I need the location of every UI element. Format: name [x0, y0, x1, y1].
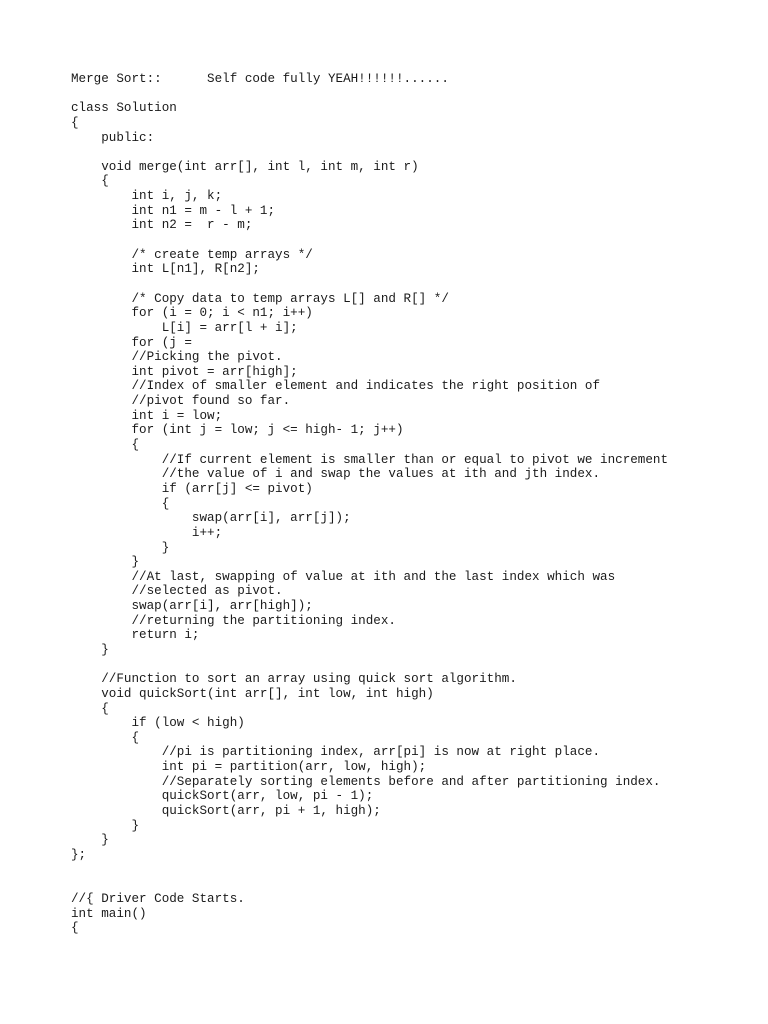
code-line: //Picking the pivot.: [71, 350, 283, 365]
code-line: //pivot found so far.: [71, 394, 291, 409]
code-line: [71, 877, 668, 892]
code-line: //Separately sorting elements before and after partitioning index.: [71, 774, 661, 789]
code-line: //Index of smaller element and indicates the right position of: [71, 379, 601, 394]
code-line: [71, 658, 668, 673]
code-line: {: [71, 730, 140, 745]
code-line: }: [71, 818, 140, 833]
code-line: //At last, swapping of value at ith and the last index which was: [71, 569, 616, 584]
code-line: if (low < high): [71, 716, 245, 731]
code-line: //selected as pivot.: [71, 584, 283, 599]
code-line: //{ Driver Code Starts.: [71, 891, 245, 906]
code-line: {: [71, 701, 109, 716]
code-line: /* Copy data to temp arrays L[] and R[] */: [71, 291, 449, 306]
code-line: //Function to sort an array using quick sort algorithm.: [71, 672, 517, 687]
code-line: //pi is partitioning index, arr[pi] is now at right place.: [71, 745, 601, 760]
code-line: int main(): [71, 906, 147, 921]
code-line: void quickSort(int arr[], int low, int high): [71, 686, 434, 701]
code-line: {: [71, 115, 79, 130]
code-line: quickSort(arr, pi + 1, high);: [71, 804, 381, 819]
code-line: {: [71, 496, 170, 511]
code-line: [71, 863, 668, 878]
code-line: int i = low;: [71, 408, 223, 423]
code-line: [71, 277, 668, 292]
code-line: {: [71, 438, 140, 453]
code-line: L[i] = arr[l + i];: [71, 320, 298, 335]
code-line: };: [71, 847, 87, 862]
code-line: swap(arr[i], arr[high]);: [71, 599, 313, 614]
code-line: {: [71, 921, 79, 936]
code-line: int L[n1], R[n2];: [71, 262, 260, 277]
code-line: /* create temp arrays */: [71, 247, 313, 262]
code-line: for (j =: [71, 335, 192, 350]
code-line: [71, 87, 668, 102]
code-line: {: [71, 174, 109, 189]
code-line: //If current element is smaller than or equal to pivot we increment: [71, 452, 669, 467]
code-line: }: [71, 555, 140, 570]
code-line: swap(arr[i], arr[j]);: [71, 511, 351, 526]
code-line: int n2 = r - m;: [71, 218, 253, 233]
code-line: int i, j, k;: [71, 189, 223, 204]
code-line: }: [71, 642, 109, 657]
code-line: int pivot = arr[high];: [71, 364, 298, 379]
code-line: }: [71, 833, 109, 848]
code-line: int pi = partition(arr, low, high);: [71, 760, 427, 775]
code-line: int n1 = m - l + 1;: [71, 203, 276, 218]
code-line: [71, 233, 668, 248]
code-line: Merge Sort:: Self code fully YEAH!!!!!!......: [71, 72, 449, 86]
code-line: class Solution: [71, 101, 177, 116]
code-line: for (int j = low; j <= high- 1; j++): [71, 423, 404, 438]
code-line: public:: [71, 130, 155, 145]
code-line: i++;: [71, 525, 223, 540]
code-line: if (arr[j] <= pivot): [71, 481, 313, 496]
code-line: }: [71, 540, 170, 555]
code-line: //the value of i and swap the values at ith and jth index.: [71, 467, 601, 482]
code-line: void merge(int arr[], int l, int m, int r): [71, 159, 419, 174]
code-line: quickSort(arr, low, pi - 1);: [71, 789, 374, 804]
code-line: //returning the partitioning index.: [71, 613, 396, 628]
code-listing: [71, 72, 668, 936]
code-line: for (i = 0; i < n1; i++): [71, 306, 313, 321]
code-line: return i;: [71, 628, 200, 643]
code-line: [71, 145, 668, 160]
